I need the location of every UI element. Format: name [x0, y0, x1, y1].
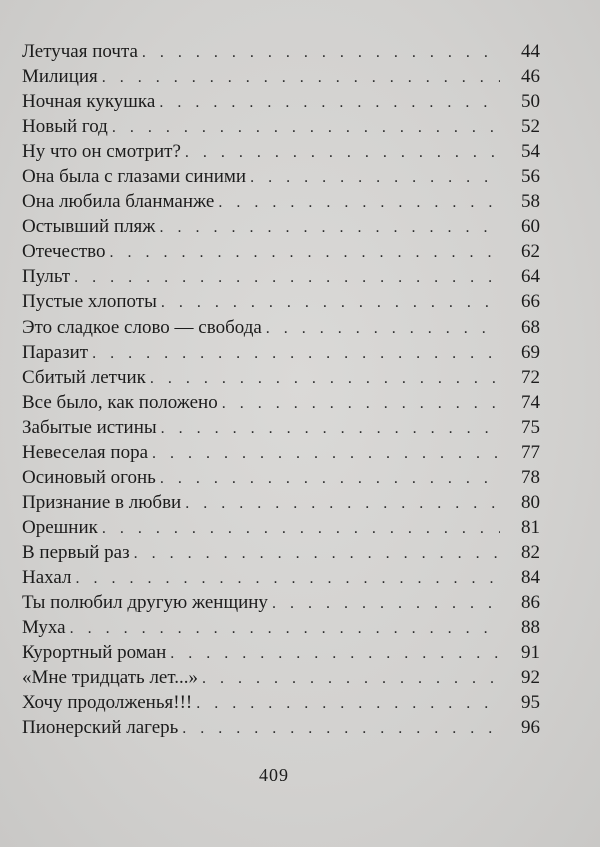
toc-entry [22, 289, 540, 314]
toc-entry [22, 715, 540, 740]
toc-entry [22, 315, 540, 340]
toc-entry-page: 96 [521, 717, 540, 739]
toc-entry-title: Муха [22, 617, 66, 639]
toc-dot-leader [222, 391, 500, 416]
toc-dot-leader [102, 65, 500, 90]
toc-entry [22, 615, 540, 640]
toc-dot-leader [102, 516, 500, 541]
toc-entry-page: 56 [521, 166, 540, 188]
toc-dot-leader [110, 240, 500, 265]
toc-entry-page: 88 [521, 617, 540, 639]
toc-entry-page: 58 [521, 191, 540, 213]
toc-entry-title: Нахал [22, 566, 72, 588]
toc-dot-leader [218, 190, 500, 215]
toc-entry [22, 515, 540, 540]
toc-entry-title: Паразит [22, 341, 89, 363]
toc-dot-leader [142, 40, 500, 65]
toc-entry [22, 239, 540, 264]
toc-dot-leader [266, 316, 500, 341]
toc-entry [22, 390, 540, 415]
toc-entry-page: 78 [521, 466, 540, 488]
toc-entry-title: Невеселая пора [22, 441, 149, 463]
toc-entry-title: Забытые истины [22, 416, 157, 438]
toc-dot-leader [272, 591, 500, 616]
toc-dot-leader [185, 491, 500, 516]
toc-dot-leader [150, 366, 500, 391]
toc-dot-leader [112, 115, 500, 140]
toc-dot-leader [134, 541, 500, 566]
table-of-contents [22, 39, 540, 740]
toc-entry-page: 68 [521, 316, 540, 338]
toc-dot-leader [185, 140, 500, 165]
toc-entry-page: 86 [521, 592, 540, 614]
toc-entry-title: Милиция [22, 66, 98, 88]
toc-entry-page: 54 [521, 141, 540, 163]
toc-dot-leader [160, 466, 500, 491]
toc-entry-title: Остывший пляж [22, 216, 156, 238]
toc-entry-title: Все было, как положено [22, 391, 218, 413]
toc-entry [22, 139, 540, 164]
toc-entry [22, 440, 540, 465]
toc-entry-page: 77 [521, 441, 540, 463]
toc-dot-leader [202, 666, 500, 691]
toc-dot-leader [70, 616, 500, 641]
toc-entry-title: Пионерский лагерь [22, 717, 179, 739]
toc-entry-title: Летучая почта [22, 41, 138, 62]
toc-entry-page: 62 [521, 241, 540, 263]
toc-entry-page: 72 [521, 366, 540, 388]
toc-entry-title: Она любила бланманже [22, 191, 215, 213]
toc-entry-title: Пустые хлопоты [22, 291, 157, 313]
toc-dot-leader [92, 341, 500, 366]
toc-entry-page: 44 [521, 41, 540, 62]
toc-entry-title: В первый раз [22, 541, 130, 563]
toc-entry-page: 84 [521, 566, 540, 588]
toc-entry-title: Курортный роман [22, 642, 167, 664]
toc-entry [22, 214, 540, 239]
toc-entry-page: 52 [521, 116, 540, 138]
toc-entry-title: «Мне тридцать лет...» [22, 667, 198, 689]
toc-entry-title: Хочу продолженья!!! [22, 692, 193, 714]
page-number: 409 [259, 765, 289, 785]
toc-entry [22, 540, 540, 565]
toc-entry-page: 74 [521, 391, 540, 413]
toc-entry-page: 46 [521, 66, 540, 88]
toc-entry [22, 114, 540, 139]
toc-dot-leader [76, 566, 501, 591]
toc-entry [22, 89, 540, 114]
toc-entry [22, 590, 540, 615]
toc-entry-title: Ты полюбил другую женщину [22, 592, 268, 614]
toc-entry-page: 66 [521, 291, 540, 313]
toc-entry-title: Ночная кукушка [22, 91, 156, 113]
toc-entry-title: Она была с глазами синими [22, 166, 247, 188]
toc-entry-title: Отечество [22, 241, 106, 263]
toc-dot-leader [196, 691, 500, 716]
toc-entry [22, 690, 540, 715]
toc-entry-page: 80 [521, 491, 540, 513]
toc-dot-leader [161, 416, 500, 441]
toc-entry [22, 164, 540, 189]
toc-entry [22, 264, 540, 289]
toc-entry-page: 60 [521, 216, 540, 238]
toc-entry-title: Орешник [22, 516, 98, 538]
toc-entry [22, 415, 540, 440]
toc-entry-title: Это сладкое слово — свобода [22, 316, 262, 338]
toc-entry [22, 365, 540, 390]
toc-entry-page: 92 [521, 667, 540, 689]
toc-entry-title: Пульт [22, 266, 71, 288]
toc-entry-page: 82 [521, 541, 540, 563]
toc-dot-leader [159, 215, 500, 240]
toc-entry-page: 75 [521, 416, 540, 438]
toc-entry [22, 665, 540, 690]
toc-entry-title: Новый год [22, 116, 108, 138]
toc-entry-page: 91 [521, 642, 540, 664]
toc-entry [22, 565, 540, 590]
toc-entry-page: 95 [521, 692, 540, 714]
toc-dot-leader [159, 90, 500, 115]
toc-entry-title: Признание в любви [22, 491, 182, 513]
toc-entry [22, 490, 540, 515]
toc-entry-title: Сбитый летчик [22, 366, 146, 388]
toc-dot-leader [250, 165, 500, 190]
toc-entry [22, 465, 540, 490]
toc-dot-leader [152, 441, 500, 466]
toc-entry [22, 340, 540, 365]
toc-entry-page: 69 [521, 341, 540, 363]
toc-entry [22, 640, 540, 665]
toc-entry-title: Ну что он смотрит? [22, 141, 181, 163]
toc-dot-leader [170, 641, 500, 666]
toc-entry-page: 64 [521, 266, 540, 288]
toc-entry [22, 189, 540, 214]
toc-entry-title: Осиновый огонь [22, 466, 156, 488]
toc-entry [22, 64, 540, 89]
toc-entry-page: 50 [521, 91, 540, 113]
toc-entry-page: 81 [521, 516, 540, 538]
toc-dot-leader [161, 290, 500, 315]
toc-entry [22, 39, 540, 64]
toc-dot-leader [182, 716, 500, 741]
toc-dot-leader [74, 265, 500, 290]
